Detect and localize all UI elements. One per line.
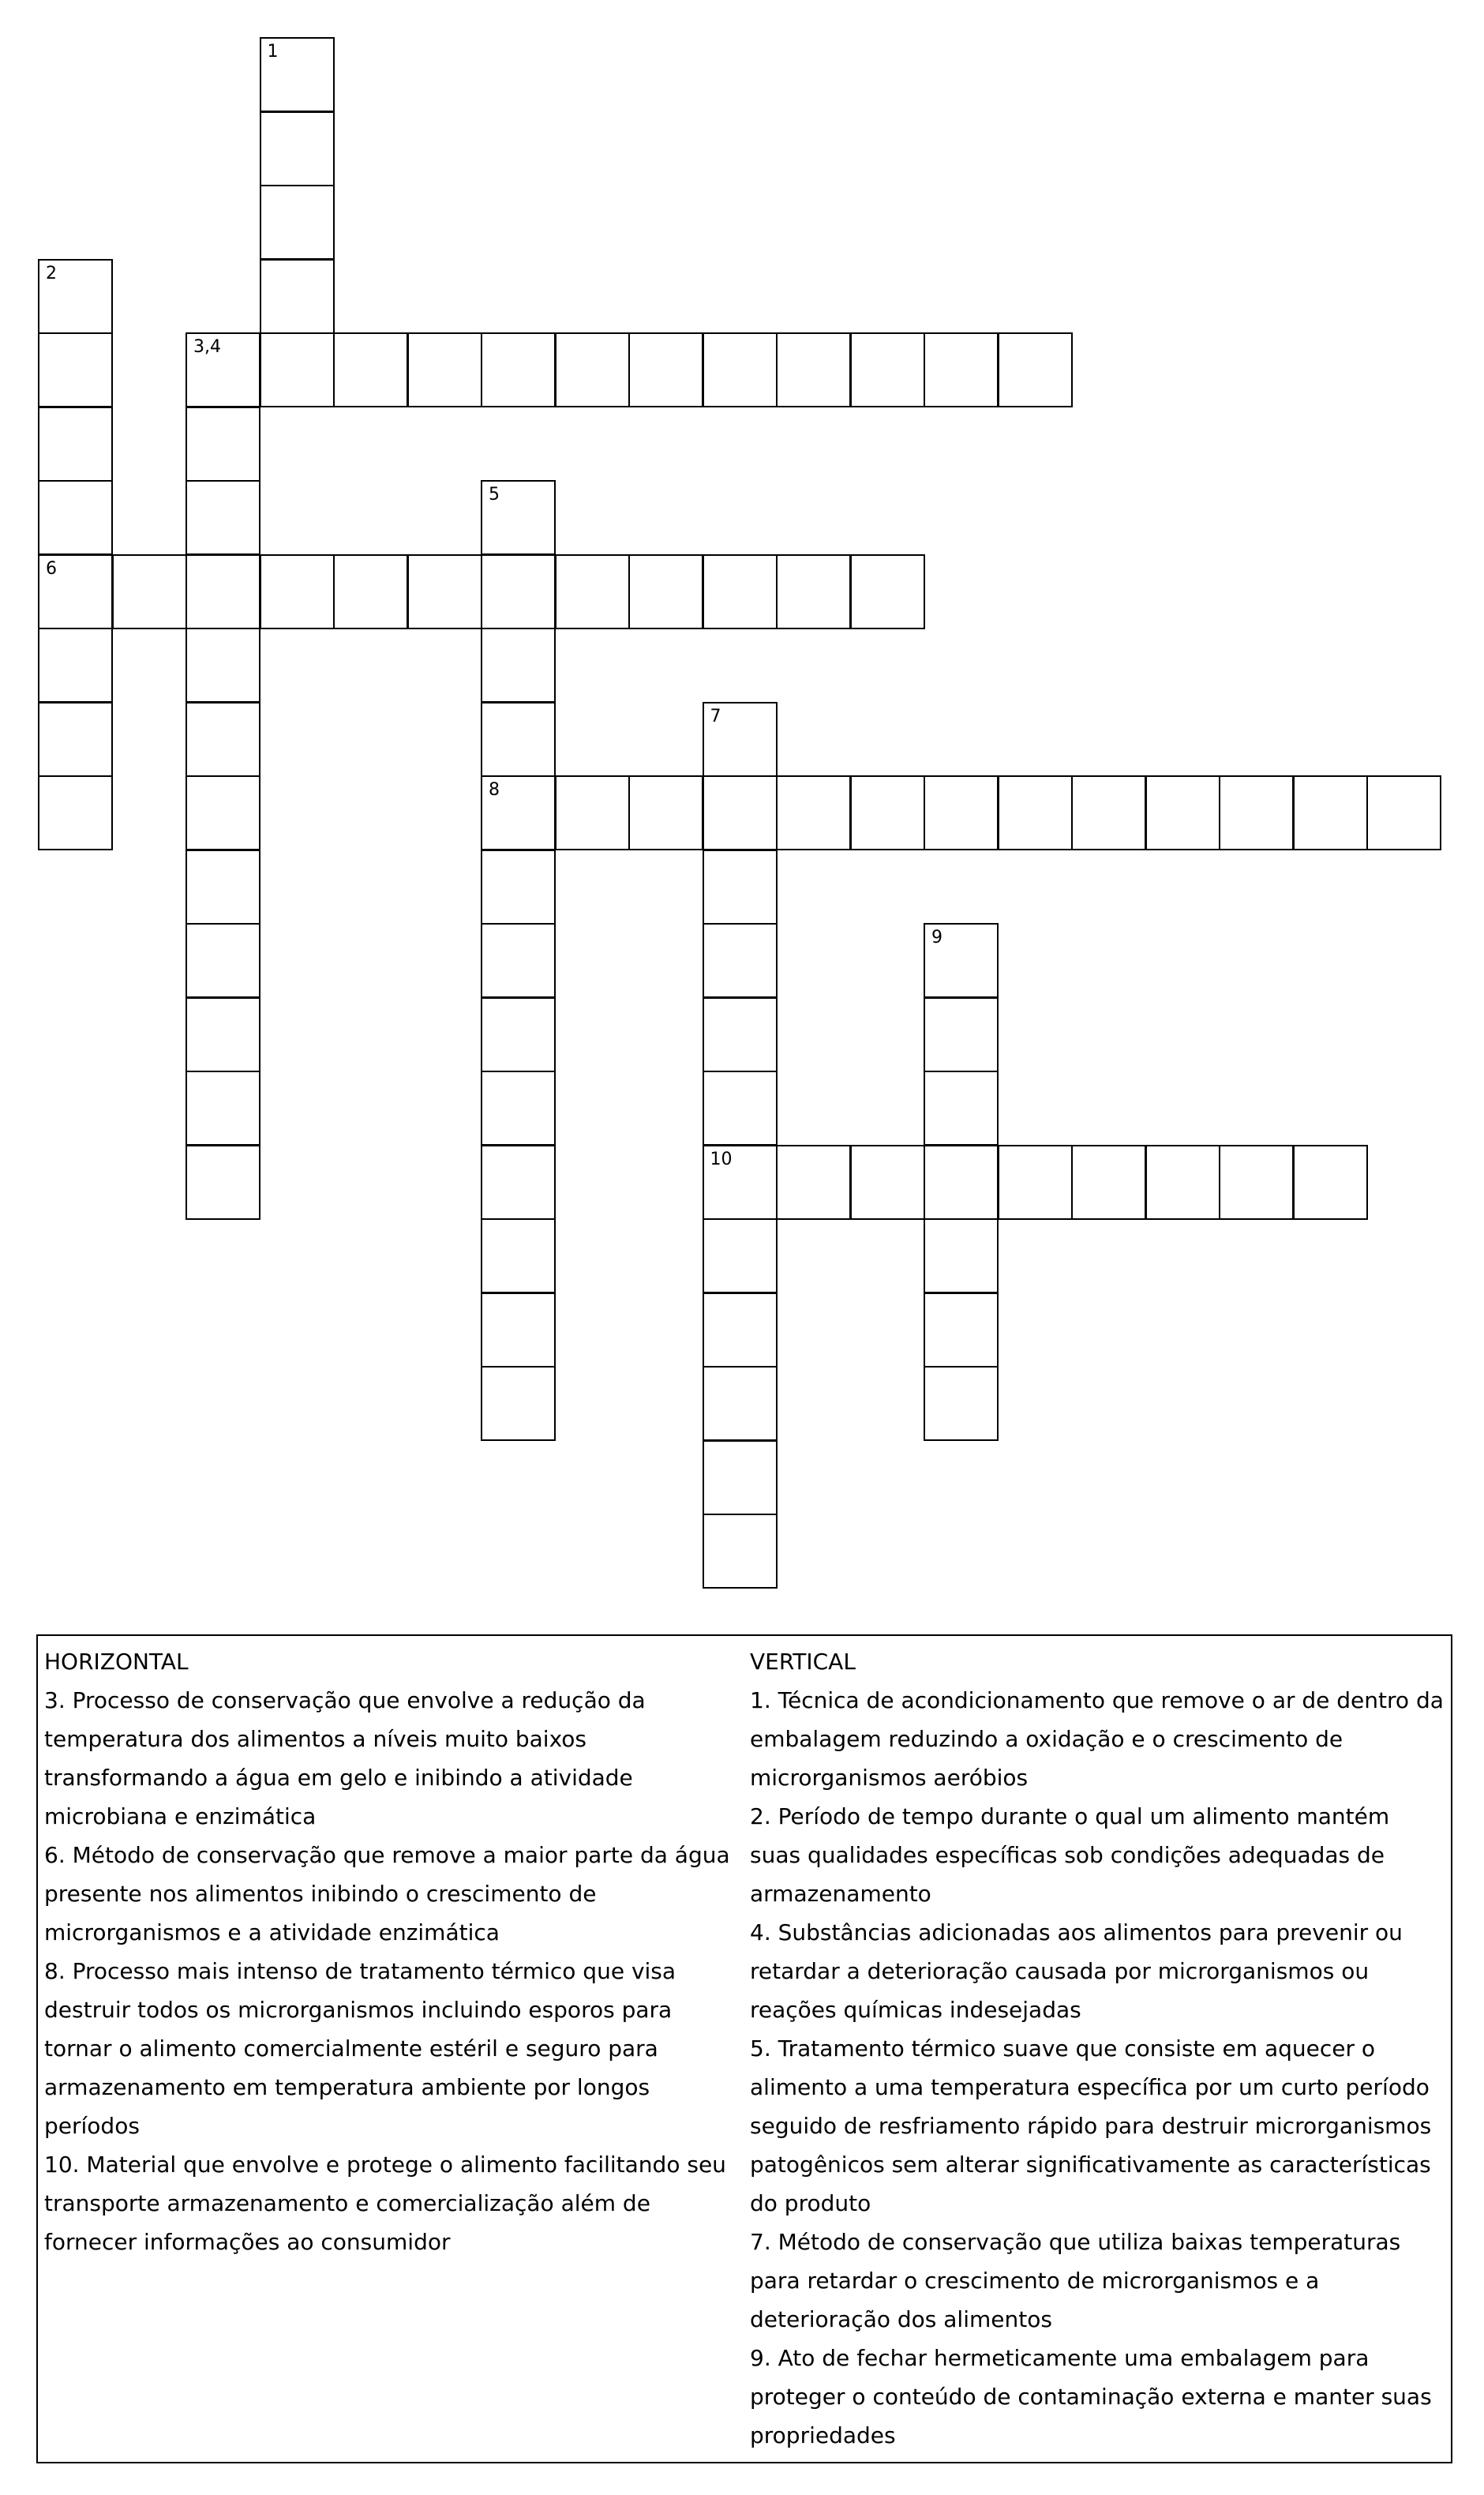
clue-h-6: 6. Método de conservação que remove a maior parte da água presente nos alimentos inibindo o crescimento de microrganismos e a atividade enzimática [44, 1842, 730, 1945]
grid-cell[interactable] [555, 554, 630, 629]
grid-cell[interactable] [333, 332, 408, 407]
grid-cell[interactable] [407, 332, 482, 407]
grid-cell[interactable] [703, 332, 778, 407]
grid-cell[interactable] [776, 1145, 851, 1220]
clue-h-3: 3. Processo de conservação que envolve a redução da temperatura dos alimentos a níveis muito baixos transformando a água em gelo e inibindo a atividade microbiana e enzimática [44, 1687, 646, 1829]
grid-cell[interactable] [703, 1218, 778, 1293]
clue-h-8: 8. Processo mais intenso de tratamento térmico que visa destruir todos os microrganismos incluindo esporos para tornar o alimento comercialmente estéril e seguro para armazenamento em temperatura ambiente por longos períodos [44, 1958, 676, 2139]
vertical-heading: VERTICAL [750, 1649, 856, 1675]
grid-cell[interactable] [924, 1071, 999, 1146]
grid-cell[interactable] [1145, 775, 1220, 850]
grid-cell[interactable] [703, 1293, 778, 1368]
grid-cell[interactable] [38, 628, 113, 703]
clue-v-7: 7. Método de conservação que utiliza baixas temperaturas para retardar o crescimento de microrganismos e a deterioração dos alimentos [750, 2229, 1401, 2332]
grid-cell[interactable] [481, 1293, 556, 1368]
clue-v-4: 4. Substâncias adicionadas aos alimentos para prevenir ou retardar a deterioração causada por microrganismos ou reações químicas indesejadas [750, 1919, 1403, 2023]
grid-cell[interactable] [998, 775, 1073, 850]
grid-cell[interactable] [555, 775, 630, 850]
grid-cell[interactable] [924, 1366, 999, 1441]
grid-cell[interactable] [628, 554, 703, 629]
grid-cell[interactable] [776, 332, 851, 407]
grid-cell[interactable] [186, 554, 260, 629]
horizontal-heading: HORIZONTAL [44, 1649, 189, 1675]
clue-number: 2 [46, 263, 57, 283]
grid-cell[interactable] [186, 332, 260, 407]
grid-cell[interactable] [1293, 775, 1368, 850]
grid-cell[interactable] [112, 554, 187, 629]
grid-cell[interactable] [703, 702, 778, 777]
clue-v-1: 1. Técnica de acondicionamento que remove o ar de dentro da embalagem reduzindo a oxidação e o crescimento de microrganismos aeróbios [750, 1687, 1444, 1791]
clue-number: 9 [931, 928, 942, 947]
grid-cell[interactable] [186, 1071, 260, 1146]
grid-cell[interactable] [481, 1218, 556, 1293]
grid-cell[interactable] [850, 1145, 925, 1220]
grid-cell[interactable] [850, 554, 925, 629]
grid-cell[interactable] [481, 332, 556, 407]
grid-cell[interactable] [628, 332, 703, 407]
grid-cell[interactable] [776, 554, 851, 629]
grid-cell[interactable] [628, 775, 703, 850]
grid-cell[interactable] [186, 1145, 260, 1220]
grid-cell[interactable] [186, 407, 260, 482]
vertical-clues [750, 1642, 1445, 2455]
grid-cell[interactable] [260, 332, 335, 407]
grid-cell[interactable] [38, 332, 113, 407]
grid-cell[interactable] [481, 1071, 556, 1146]
grid-cell[interactable] [481, 480, 556, 555]
grid-cell[interactable] [924, 997, 999, 1072]
grid-cell[interactable] [38, 407, 113, 482]
grid-cell[interactable] [260, 259, 335, 334]
clue-number: 10 [710, 1149, 733, 1169]
clue-v-9: 9. Ato de fechar hermeticamente uma embalagem para proteger o conteúdo de contaminação externa e manter suas propriedades [750, 2345, 1432, 2448]
grid-cell[interactable] [776, 775, 851, 850]
grid-cell[interactable] [703, 554, 778, 629]
grid-cell[interactable] [1219, 775, 1294, 850]
grid-cell[interactable] [555, 332, 630, 407]
grid-cell[interactable] [186, 702, 260, 777]
clues-box [36, 1634, 1452, 2463]
grid-cell[interactable] [703, 1145, 778, 1220]
grid-cell[interactable] [481, 554, 556, 629]
grid-cell[interactable] [260, 554, 335, 629]
grid-cell[interactable] [703, 923, 778, 998]
grid-cell[interactable] [850, 332, 925, 407]
grid-cell[interactable] [481, 923, 556, 998]
grid-cell[interactable] [481, 628, 556, 703]
grid-cell[interactable] [186, 923, 260, 998]
grid-cell[interactable] [407, 554, 482, 629]
horizontal-clues [44, 1642, 739, 2261]
clue-number: 5 [489, 485, 500, 505]
grid-cell[interactable] [1071, 1145, 1146, 1220]
clue-v-5: 5. Tratamento térmico suave que consiste em aquecer o alimento a uma temperatura específica por um curto período seguido de resfriamento rápido para destruir microrganismos patogênicos sem alterar significativamente as características do produto [750, 2035, 1432, 2216]
grid-cell[interactable] [703, 775, 778, 850]
grid-cell[interactable] [998, 1145, 1073, 1220]
grid-cell[interactable] [924, 332, 999, 407]
grid-cell[interactable] [1366, 775, 1441, 850]
grid-cell[interactable] [186, 628, 260, 703]
grid-cell[interactable] [38, 480, 113, 555]
grid-cell[interactable] [260, 111, 335, 186]
grid-cell[interactable] [1293, 1145, 1368, 1220]
grid-cell[interactable] [924, 1145, 999, 1220]
grid-cell[interactable] [703, 1440, 778, 1515]
grid-cell[interactable] [481, 775, 556, 850]
grid-cell[interactable] [38, 259, 113, 334]
grid-cell[interactable] [1145, 1145, 1220, 1220]
clue-number: 8 [489, 780, 500, 800]
grid-cell[interactable] [38, 702, 113, 777]
grid-cell[interactable] [186, 997, 260, 1072]
grid-cell[interactable] [924, 1293, 999, 1368]
clue-number: 1 [267, 42, 279, 62]
grid-cell[interactable] [481, 850, 556, 925]
grid-cell[interactable] [850, 775, 925, 850]
grid-cell[interactable] [260, 37, 335, 112]
grid-cell[interactable] [1071, 775, 1146, 850]
grid-cell[interactable] [481, 1145, 556, 1220]
grid-cell[interactable] [38, 775, 113, 850]
clue-h-10: 10. Material que envolve e protege o alimento facilitando seu transporte armazenamento e comercialização além de fornecer informações ao consumidor [44, 2152, 726, 2255]
grid-cell[interactable] [703, 1514, 778, 1589]
grid-cell[interactable] [186, 775, 260, 850]
grid-cell[interactable] [924, 1218, 999, 1293]
grid-cell[interactable] [998, 332, 1073, 407]
grid-cell[interactable] [703, 1366, 778, 1441]
grid-cell[interactable] [38, 554, 113, 629]
grid-cell[interactable] [703, 1071, 778, 1146]
clue-number: 6 [46, 558, 57, 579]
grid-cell[interactable] [333, 554, 408, 629]
grid-cell[interactable] [1219, 1145, 1294, 1220]
grid-cell[interactable] [703, 997, 778, 1072]
clue-v-2: 2. Período de tempo durante o qual um alimento mantém suas qualidades específicas sob condições adequadas de armazenamento [750, 1803, 1390, 1907]
clue-number: 3,4 [193, 337, 221, 357]
grid-cell[interactable] [481, 702, 556, 777]
clue-number: 7 [710, 706, 721, 726]
grid-cell[interactable] [186, 480, 260, 555]
grid-cell[interactable] [260, 185, 335, 260]
grid-cell[interactable] [481, 1366, 556, 1441]
grid-cell[interactable] [703, 850, 778, 925]
grid-cell[interactable] [186, 850, 260, 925]
grid-cell[interactable] [924, 923, 999, 998]
grid-cell[interactable] [481, 997, 556, 1072]
grid-cell[interactable] [924, 775, 999, 850]
